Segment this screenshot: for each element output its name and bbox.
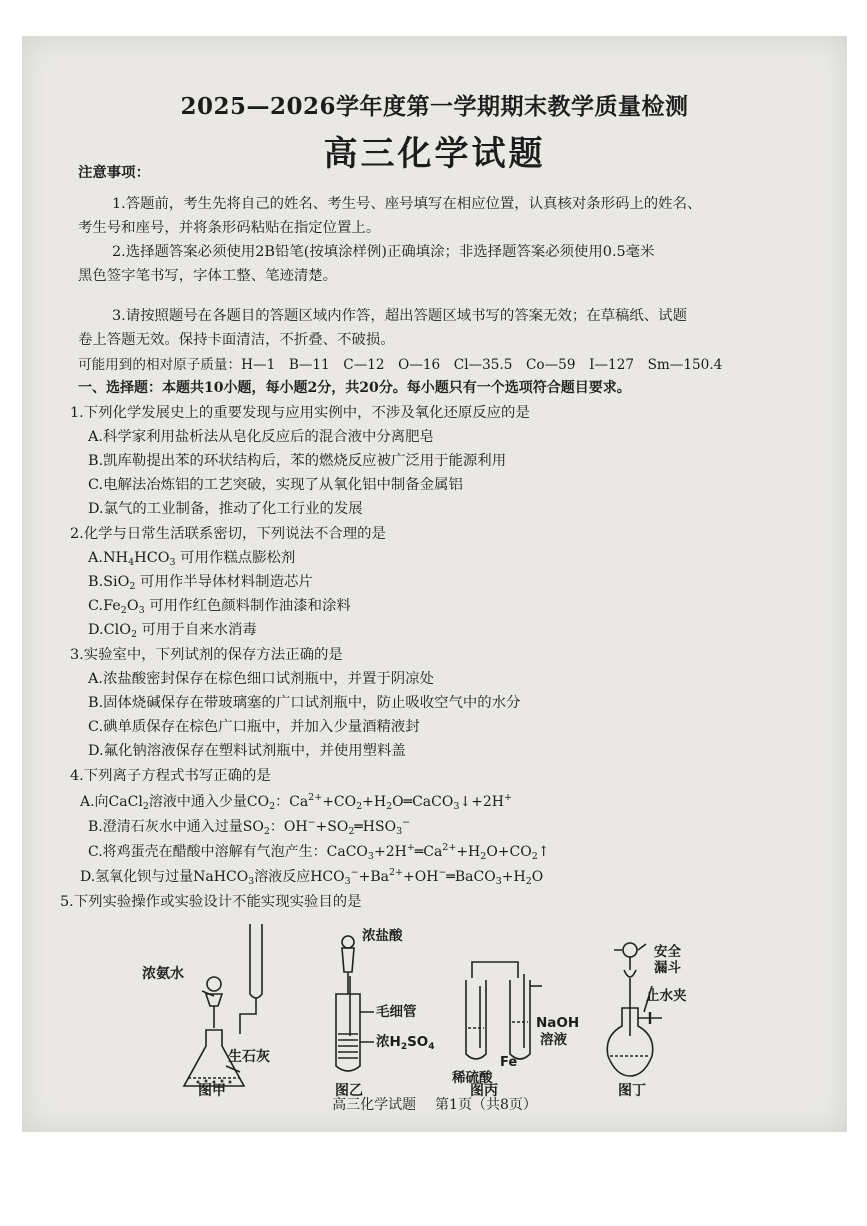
q3-option-c: C.碘单质保存在棕色广口瓶中，并加入少量酒精液封 xyxy=(88,719,420,735)
ding-label-clamp: 止水夹 xyxy=(646,988,687,1004)
figure-ding xyxy=(592,916,732,1096)
q1-stem: 1.下列化学发展史上的重要发现与应用实例中，不涉及氧化还原反应的是 xyxy=(70,405,530,421)
bing-label-solution: 溶液 xyxy=(540,1032,567,1048)
q2-option-d: D.ClO$_2$ 可用于自来水消毒 xyxy=(88,622,257,640)
figure-bing xyxy=(426,916,596,1096)
exam-title-subject: 高三化学试题 xyxy=(323,134,546,174)
q1-option-a: A.科学家利用盐析法从皂化反应后的混合液中分离肥皂 xyxy=(88,429,434,445)
bing-label-fe: Fe xyxy=(500,1055,518,1070)
q4-stem: 4.下列离子方程式书写正确的是 xyxy=(70,768,271,784)
yi-label-hcl: 浓盐酸 xyxy=(362,928,403,944)
q4-option-b: B.澄清石灰水中通入过量$SO_2$：$OH^-+SO_2═HSO_3^-$ xyxy=(88,817,411,837)
ding-safety-funnel xyxy=(624,957,636,1036)
yi-tube xyxy=(336,994,360,1071)
section-1-heading: 一、选择题：本题共10小题，每小题2分，共20分。每小题只有一个选项符合题目要求。 xyxy=(78,380,631,396)
jia-test-tube xyxy=(250,924,262,998)
footer-page: 第1页（共8页） xyxy=(435,1097,537,1113)
jia-delivery-tube xyxy=(240,998,256,1034)
q1-option-c: C.电解法冶炼铝的工艺突破，实现了从氧化铝中制备金属铝 xyxy=(88,477,463,493)
exam-title-year: 2025—2026学年度第一学期期末教学质量检测 xyxy=(180,93,689,120)
notice-item-2b: 黑色签字笔书写，字体工整、笔迹清楚。 xyxy=(78,268,338,284)
q4-option-d: D.氢氧化钡与过量NaHCO$_3$溶液反应$HCO_3^-+Ba^{2+}+OH^-═BaCO_3+H_2O$ xyxy=(80,867,544,887)
q2-stem: 2.化学与日常生活联系密切，下列说法不合理的是 xyxy=(70,526,386,542)
bing-right-tube xyxy=(510,980,530,1059)
q2-option-a: $A.NH_4HCO_3$ 可用作糕点膨松剂 xyxy=(88,550,296,568)
notice-item-1a: 1.答题前，考生先将自己的姓名、考生号、座号填写在相应位置，认真核对条形码上的姓名、 xyxy=(112,196,702,212)
ding-caption: 图丁 xyxy=(618,1083,646,1099)
q3-option-a: A.浓盐酸密封保存在棕色细口试剂瓶中，并置于阴凉处 xyxy=(88,671,434,687)
q2-option-c: $C.Fe_2O_3$ 可用作红色颜料制作油漆和涂料 xyxy=(88,598,351,616)
bing-left-tube xyxy=(466,980,486,1059)
yi-caption: 图乙 xyxy=(335,1083,363,1099)
q3-stem: 3.实验室中，下列试剂的保存方法正确的是 xyxy=(70,647,343,663)
q4-option-a: A.向CaCl$_2$溶液中通入少量$CO_2$：$Ca^{2+}+CO_2+H_2O═CaCO_3↓+2H^+$ xyxy=(80,792,512,812)
q4-option-c: C.将鸡蛋壳在醋酸中溶解有气泡产生：$CaCO_3+2H^+═Ca^{2+}+H_2O+CO_2↑$ xyxy=(88,842,550,862)
jia-funnel xyxy=(206,994,222,1028)
jia-label-quicklime: 生石灰 xyxy=(228,1049,270,1065)
bing-label-naoh: NaOH xyxy=(536,1015,580,1031)
bing-caption: 图丙 xyxy=(470,1083,498,1099)
ding-label-safety: 安全 xyxy=(654,944,681,960)
exam-sheet xyxy=(22,36,847,1132)
ding-safety-funnel-bulb xyxy=(623,943,637,957)
q3-option-b: B.固体烧碱保存在带玻璃塞的广口试剂瓶中，防止吸收空气中的水分 xyxy=(88,695,521,711)
yi-label-h2so4: 浓$H_2SO_4$ xyxy=(376,1034,435,1052)
figure-jia xyxy=(122,916,302,1096)
bing-connect-tube xyxy=(472,962,524,1048)
notice-item-3a: 3.请按照题号在各题目的答题区域内作答，超出答题区域书写的答案无效；在草稿纸、试题 xyxy=(112,308,687,324)
q1-option-d: D.氯气的工业制备，推动了化工行业的发展 xyxy=(88,501,363,517)
q1-option-b: B.凯库勒提出苯的环状结构后，苯的燃烧反应被广泛用于能源利用 xyxy=(88,453,507,469)
notice-item-3b: 卷上答题无效。保持卡面清洁，不折叠、不破损。 xyxy=(78,332,395,348)
q2-option-b: B.SiO$_2$ 可用作半导体材料制造芯片 xyxy=(88,574,313,592)
yi-label-capillary: 毛细管 xyxy=(376,1004,417,1020)
jia-caption: 图甲 xyxy=(198,1083,226,1099)
jia-label-ammonia: 浓氨水 xyxy=(142,966,184,982)
yi-dropping-funnel xyxy=(342,948,354,994)
atomic-masses: 可能用到的相对原子质量：H—1 B—11 C—12 O—16 Cl—35.5 Co—59 I—127 Sm—150.4 xyxy=(78,357,723,373)
notice-heading: 注意事项： xyxy=(78,164,150,181)
notice-item-1b: 考生号和座号，并将条形码粘贴在指定位置上。 xyxy=(78,220,381,236)
ding-label-funnel: 漏斗 xyxy=(654,960,681,976)
q5-stem: 5.下列实验操作或实验设计不能实现实验目的是 xyxy=(60,894,362,910)
bing-label-h2so4: 稀硫酸 xyxy=(452,1070,493,1086)
page-footer xyxy=(22,1094,847,1114)
footer-subject: 高三化学试题 xyxy=(332,1097,417,1113)
notice-item-2a: 2.选择题答案必须使用2B铅笔(按填涂样例)正确填涂；非选择题答案必须使用0.5毫米 xyxy=(112,244,655,260)
q3-option-d: D.氟化钠溶液保存在塑料试剂瓶中，并使用塑料盖 xyxy=(88,743,406,759)
figure-yi xyxy=(314,916,444,1096)
